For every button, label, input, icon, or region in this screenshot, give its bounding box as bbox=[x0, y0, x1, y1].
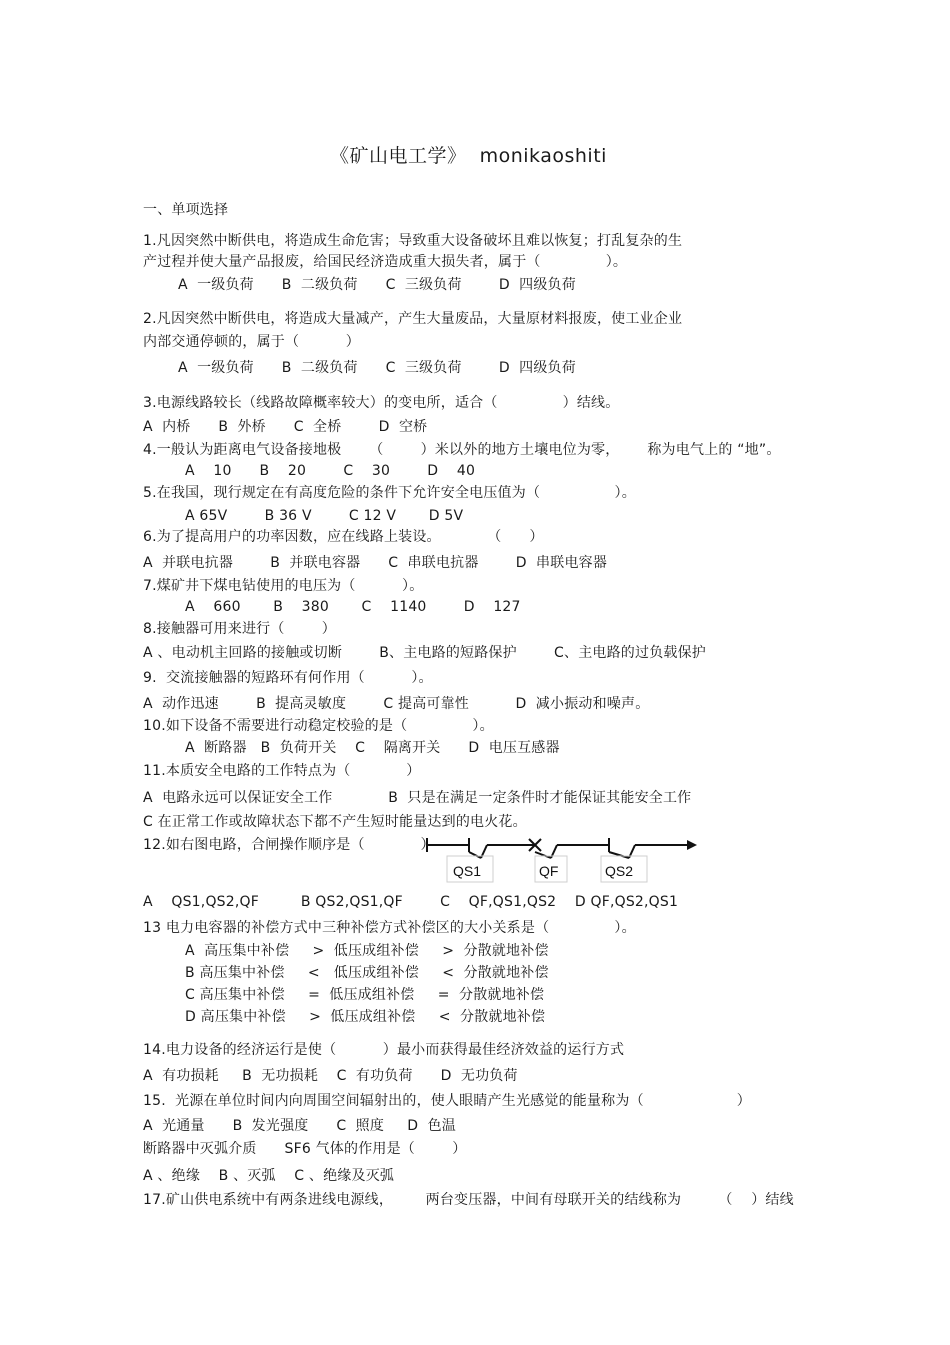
q10-options: A 断路器 B 负荷开关 C 隔离开关 D 电压互感器 bbox=[185, 740, 560, 756]
q16-options: A 、绝缘 B 、灭弧 C 、绝缘及灭弧 bbox=[143, 1168, 395, 1184]
q11-text: 11.本质安全电路的工作特点为（ ） bbox=[143, 763, 421, 779]
q13-option-b: B 高压集中补偿 < 低压成组补偿 < 分散就地补偿 bbox=[185, 965, 549, 981]
q14-text: 14.电力设备的经济运行是使（ ）最小而获得最佳经济效益的运行方式 bbox=[143, 1042, 625, 1058]
q2-options: A 一级负荷 B 二级负荷 C 三级负荷 D 四级负荷 bbox=[178, 360, 576, 376]
switch-sequence-diagram bbox=[425, 830, 705, 890]
q12-text: 12.如右图电路，合闸操作顺序是（ ） bbox=[143, 837, 435, 853]
q7-options: A 660 B 380 C 1140 D 127 bbox=[185, 599, 521, 615]
q15-options: A 光通量 B 发光强度 C 照度 D 色温 bbox=[143, 1118, 456, 1134]
q12-options: A QS1,QS2,QF B QS2,QS1,QF C QF,QS1,QS2 D QF,QS2,QS1 bbox=[143, 894, 679, 910]
q10-text: 10.如下设备不需要进行动稳定校验的是（ ）。 bbox=[143, 718, 494, 734]
q1-line2: 产过程并使大量产品报废，给国民经济造成重大损失者，属于（ ）。 bbox=[143, 254, 628, 270]
q4-options: A 10 B 20 C 30 D 40 bbox=[185, 463, 476, 479]
diagram-label-qs2: QS2 bbox=[605, 863, 634, 879]
q9-text: 9. 交流接触器的短路环有何作用（ ）。 bbox=[143, 670, 433, 686]
q3-text: 3.电源线路较长（线路故障概率较大）的变电所，适合（ ）结线。 bbox=[143, 395, 620, 411]
q11-option-c: C 在正常工作或故障状态下都不产生短时能量达到的电火花。 bbox=[143, 814, 527, 830]
q6-options: A 并联电抗器 B 并联电容器 C 串联电抗器 D 串联电容器 bbox=[143, 555, 608, 571]
q5-options: A 65V B 36 V C 12 V D 5V bbox=[185, 508, 464, 524]
q6-text: 6.为了提高用户的功率因数，应在线路上装设。 （ ） bbox=[143, 529, 544, 545]
q7-text: 7.煤矿井下煤电钻使用的电压为（ ）。 bbox=[143, 578, 424, 594]
q16-text: 断路器中灭弧介质 SF6 气体的作用是（ ） bbox=[143, 1141, 467, 1157]
q15-text: 15. 光源在单位时间内向周围空间辐射出的，使人眼睛产生光感觉的能量称为（ ） bbox=[143, 1093, 751, 1109]
q8-options: A 、电动机主回路的接触或切断 B、主电路的短路保护 C、主电路的过负载保护 bbox=[143, 645, 707, 661]
q1-line1: 1.凡因突然中断供电，将造成生命危害；导致重大设备破坏且难以恢复；打乱复杂的生 bbox=[143, 233, 683, 249]
page-title: 《矿山电工学》 monikaoshiti bbox=[330, 145, 607, 167]
q8-text: 8.接触器可用来进行（ ） bbox=[143, 621, 336, 637]
q2-line2: 内部交通停顿的，属于（ ） bbox=[143, 334, 360, 350]
diagram-label-qf: QF bbox=[539, 863, 559, 879]
q5-text: 5.在我国，现行规定在有高度危险的条件下允许安全电压值为（ ）。 bbox=[143, 485, 636, 501]
q14-options: A 有功损耗 B 无功损耗 C 有功负荷 D 无功负荷 bbox=[143, 1068, 518, 1084]
q1-options: A 一级负荷 B 二级负荷 C 三级负荷 D 四级负荷 bbox=[178, 277, 576, 293]
q11-option-ab: A 电路永远可以保证安全工作 B 只是在满足一定条件时才能保证其能安全工作 bbox=[143, 790, 692, 806]
diagram-label-qs1: QS1 bbox=[453, 863, 482, 879]
q9-options: A 动作迅速 B 提高灵敏度 C 提高可靠性 D 减小振动和噪声。 bbox=[143, 696, 650, 712]
q13-option-c: C 高压集中补偿 = 低压成组补偿 = 分散就地补偿 bbox=[185, 987, 545, 1003]
q2-line1: 2.凡因突然中断供电，将造成大量减产，产生大量废品，大量原材料报废，使工业企业 bbox=[143, 311, 683, 327]
q3-options: A 内桥 B 外桥 C 全桥 D 空桥 bbox=[143, 419, 428, 435]
q13-text: 13 电力电容器的补偿方式中三种补偿方式补偿区的大小关系是（ ）。 bbox=[143, 920, 636, 936]
q13-option-d: D 高压集中补偿 > 低压成组补偿 < 分散就地补偿 bbox=[185, 1009, 546, 1025]
q4-text: 4.一般认为距离电气设备接地极 （ ）米以外的地方土壤电位为零， 称为电气上的 “地”。 bbox=[143, 442, 781, 458]
q17-text: 17.矿山供电系统中有两条进线电源线， 两台变压器，中间有母联开关的结线称为 （ ）结线 bbox=[143, 1192, 794, 1208]
q13-option-a: A 高压集中补偿 > 低压成组补偿 > 分散就地补偿 bbox=[185, 943, 549, 959]
section-heading: 一、单项选择 bbox=[143, 202, 229, 218]
